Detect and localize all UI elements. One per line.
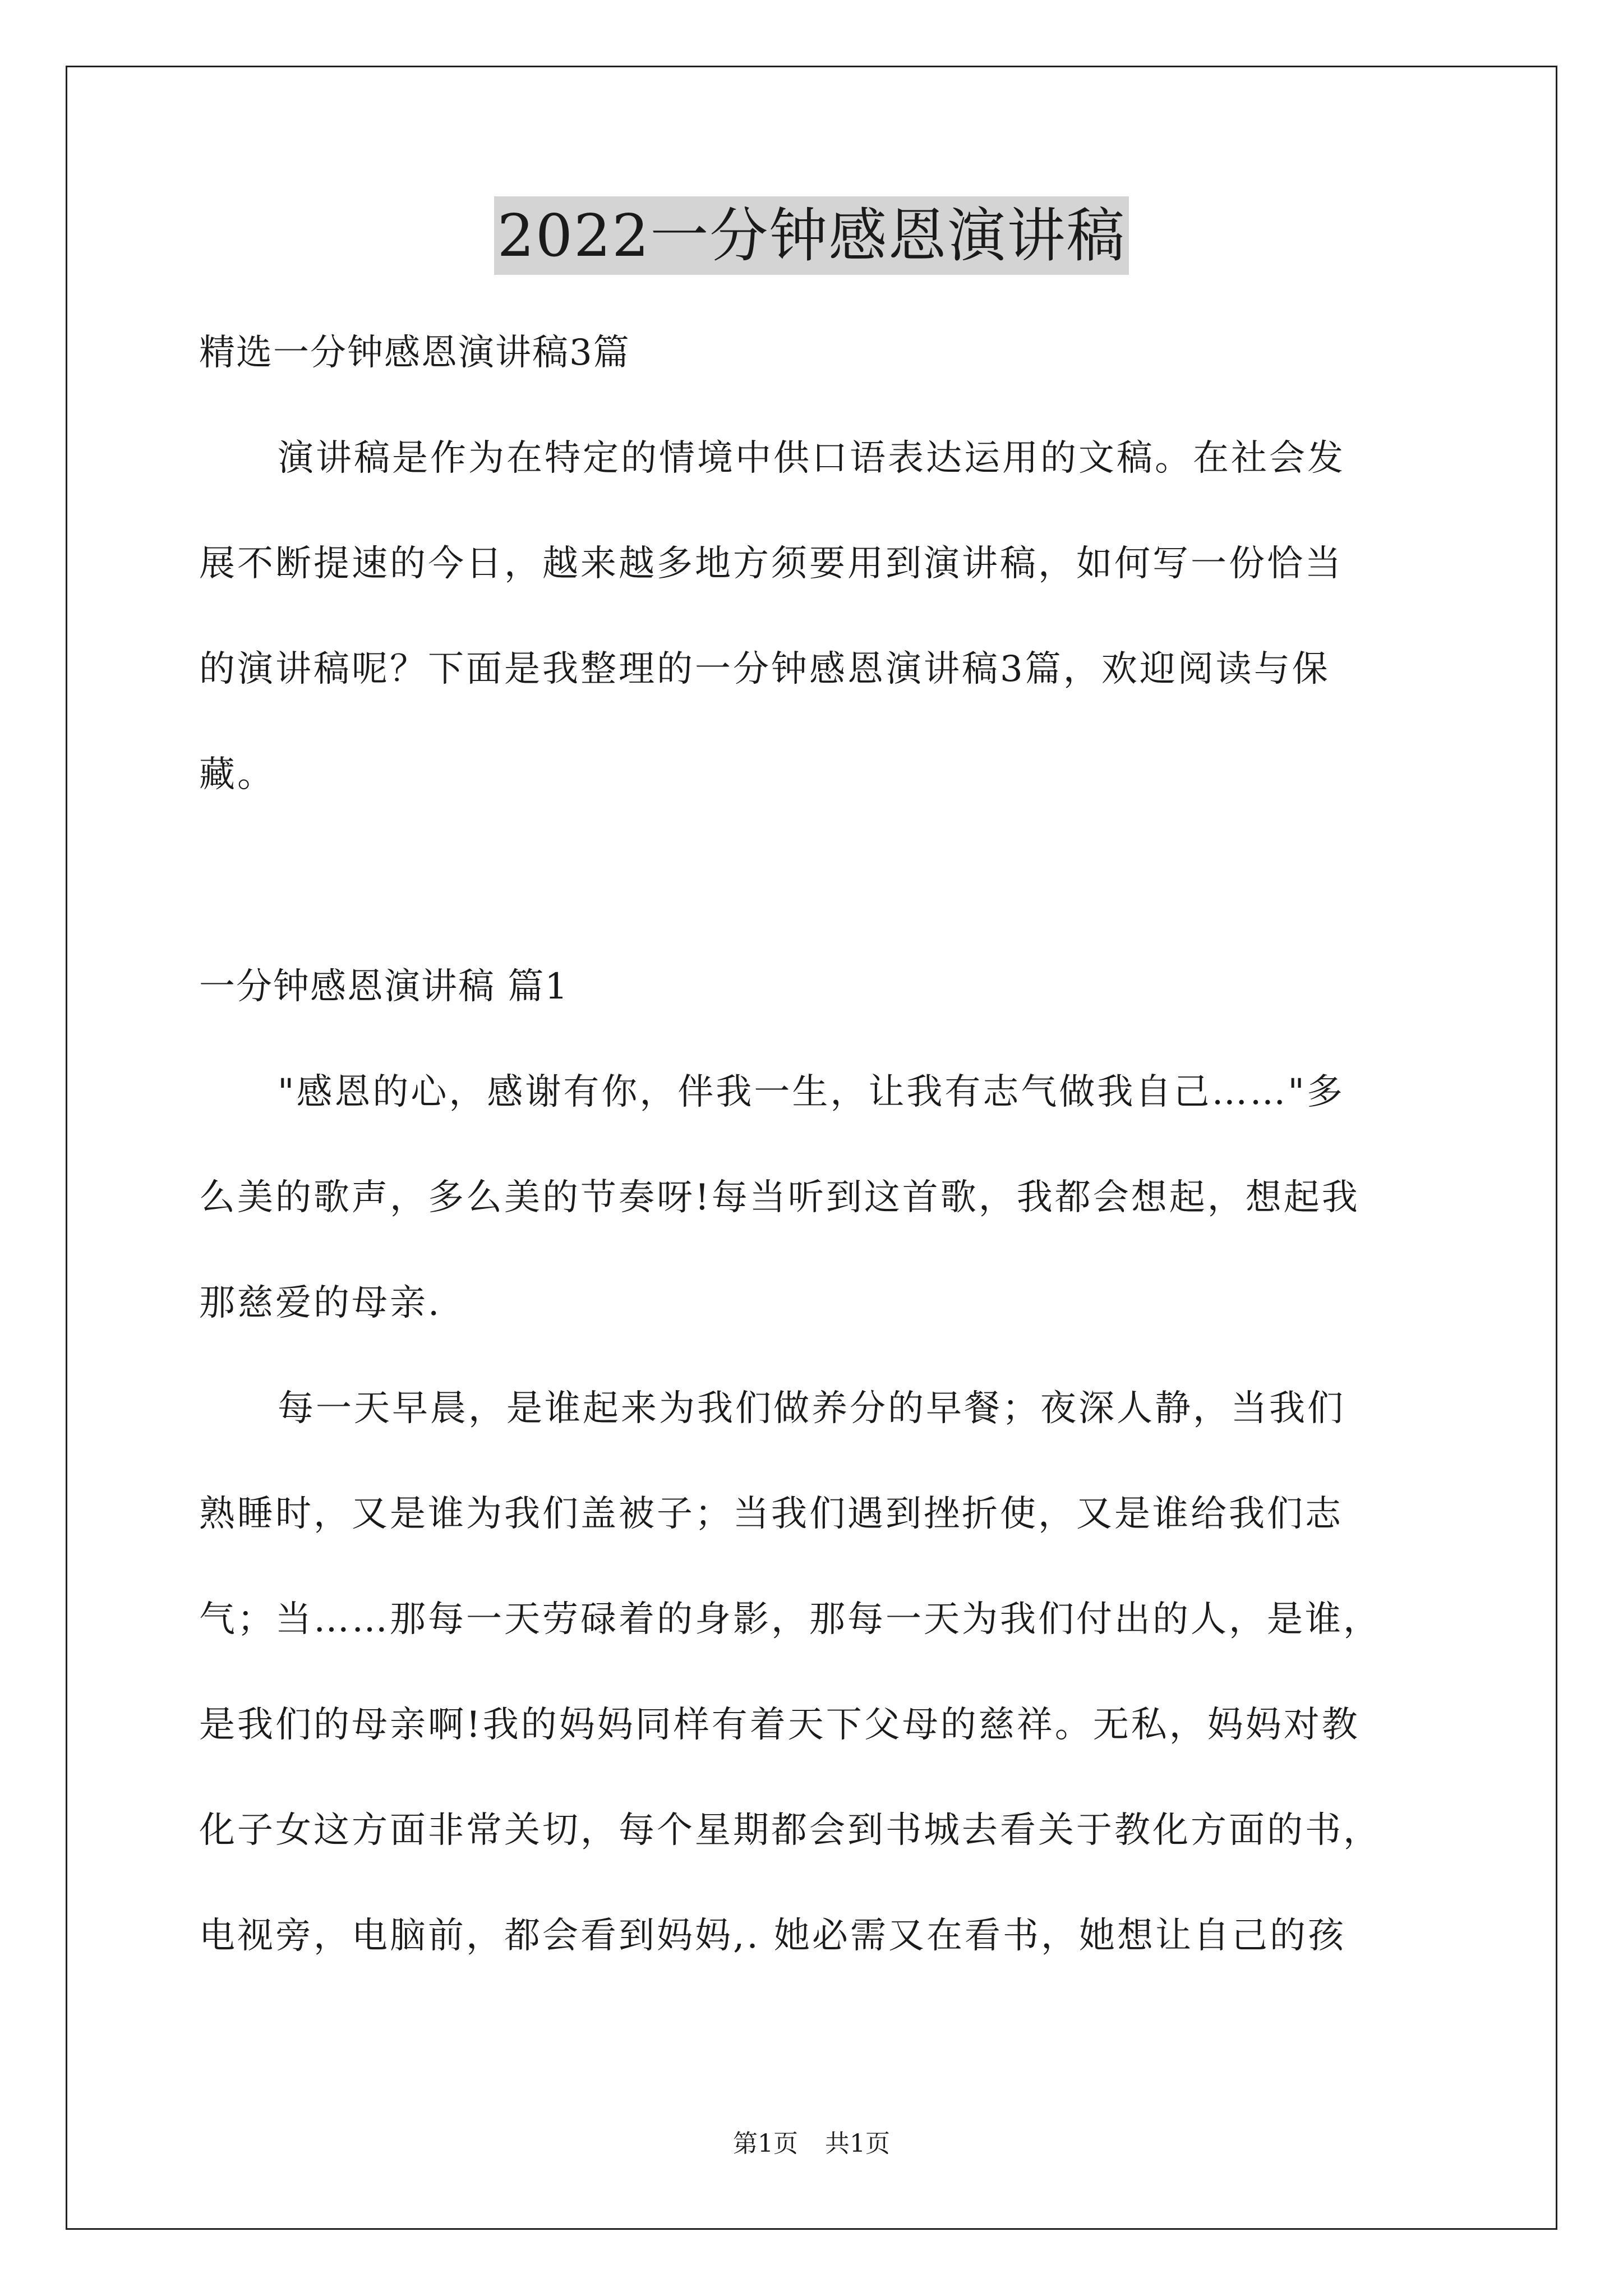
paragraph-line: 气；当……那每一天劳碌着的身影，那每一天为我们付出的人，是谁， bbox=[199, 1599, 1381, 1640]
paragraph-line: 是我们的母亲啊!我的妈妈同样有着天下父母的慈祥。无私，妈妈对教 bbox=[199, 1704, 1360, 1746]
paragraph-line: 么美的歌声，多么美的节奏呀!每当听到这首歌，我都会想起，想起我 bbox=[199, 1177, 1360, 1218]
paragraph-line: 化子女这方面非常关切，每个星期都会到书城去看关于教化方面的书， bbox=[199, 1810, 1381, 1851]
subtitle: 精选一分钟感恩演讲稿3篇 bbox=[199, 332, 630, 374]
paragraph-line: 熟睡时，又是谁为我们盖被子；当我们遇到挫折使，又是谁给我们志 bbox=[199, 1493, 1343, 1535]
page-total: 共1页 bbox=[825, 2129, 890, 2158]
title-container bbox=[0, 196, 1623, 275]
intro-line: 藏。 bbox=[199, 754, 275, 795]
page-footer bbox=[0, 2123, 1623, 2159]
section-gap bbox=[199, 827, 1455, 934]
document-title: 2022一分钟感恩演讲稿 bbox=[494, 196, 1129, 275]
section-heading: 一分钟感恩演讲稿 篇1 bbox=[199, 966, 569, 1007]
paragraph-line: 电视旁，电脑前，都会看到妈妈,. 她必需又在看书，她想让自己的孩 bbox=[199, 1915, 1347, 1957]
page-number: 第1页 bbox=[733, 2129, 798, 2158]
document-body bbox=[199, 300, 1455, 1989]
intro-line: 的演讲稿呢？下面是我整理的一分钟感恩演讲稿3篇，欢迎阅读与保 bbox=[199, 648, 1330, 690]
paragraph-line: 每一天早晨，是谁起来为我们做养分的早餐；夜深人静，当我们 bbox=[278, 1388, 1345, 1429]
paragraph-line: "感恩的心，感谢有你，伴我一生，让我有志气做我自己……"多 bbox=[278, 1071, 1345, 1113]
intro-line: 演讲稿是作为在特定的情境中供口语表达运用的文稿。在社会发 bbox=[278, 438, 1345, 479]
intro-line: 展不断提速的今日，越来越多地方须要用到演讲稿，如何写一份恰当 bbox=[199, 543, 1343, 585]
paragraph-line: 那慈爱的母亲. bbox=[199, 1282, 442, 1324]
